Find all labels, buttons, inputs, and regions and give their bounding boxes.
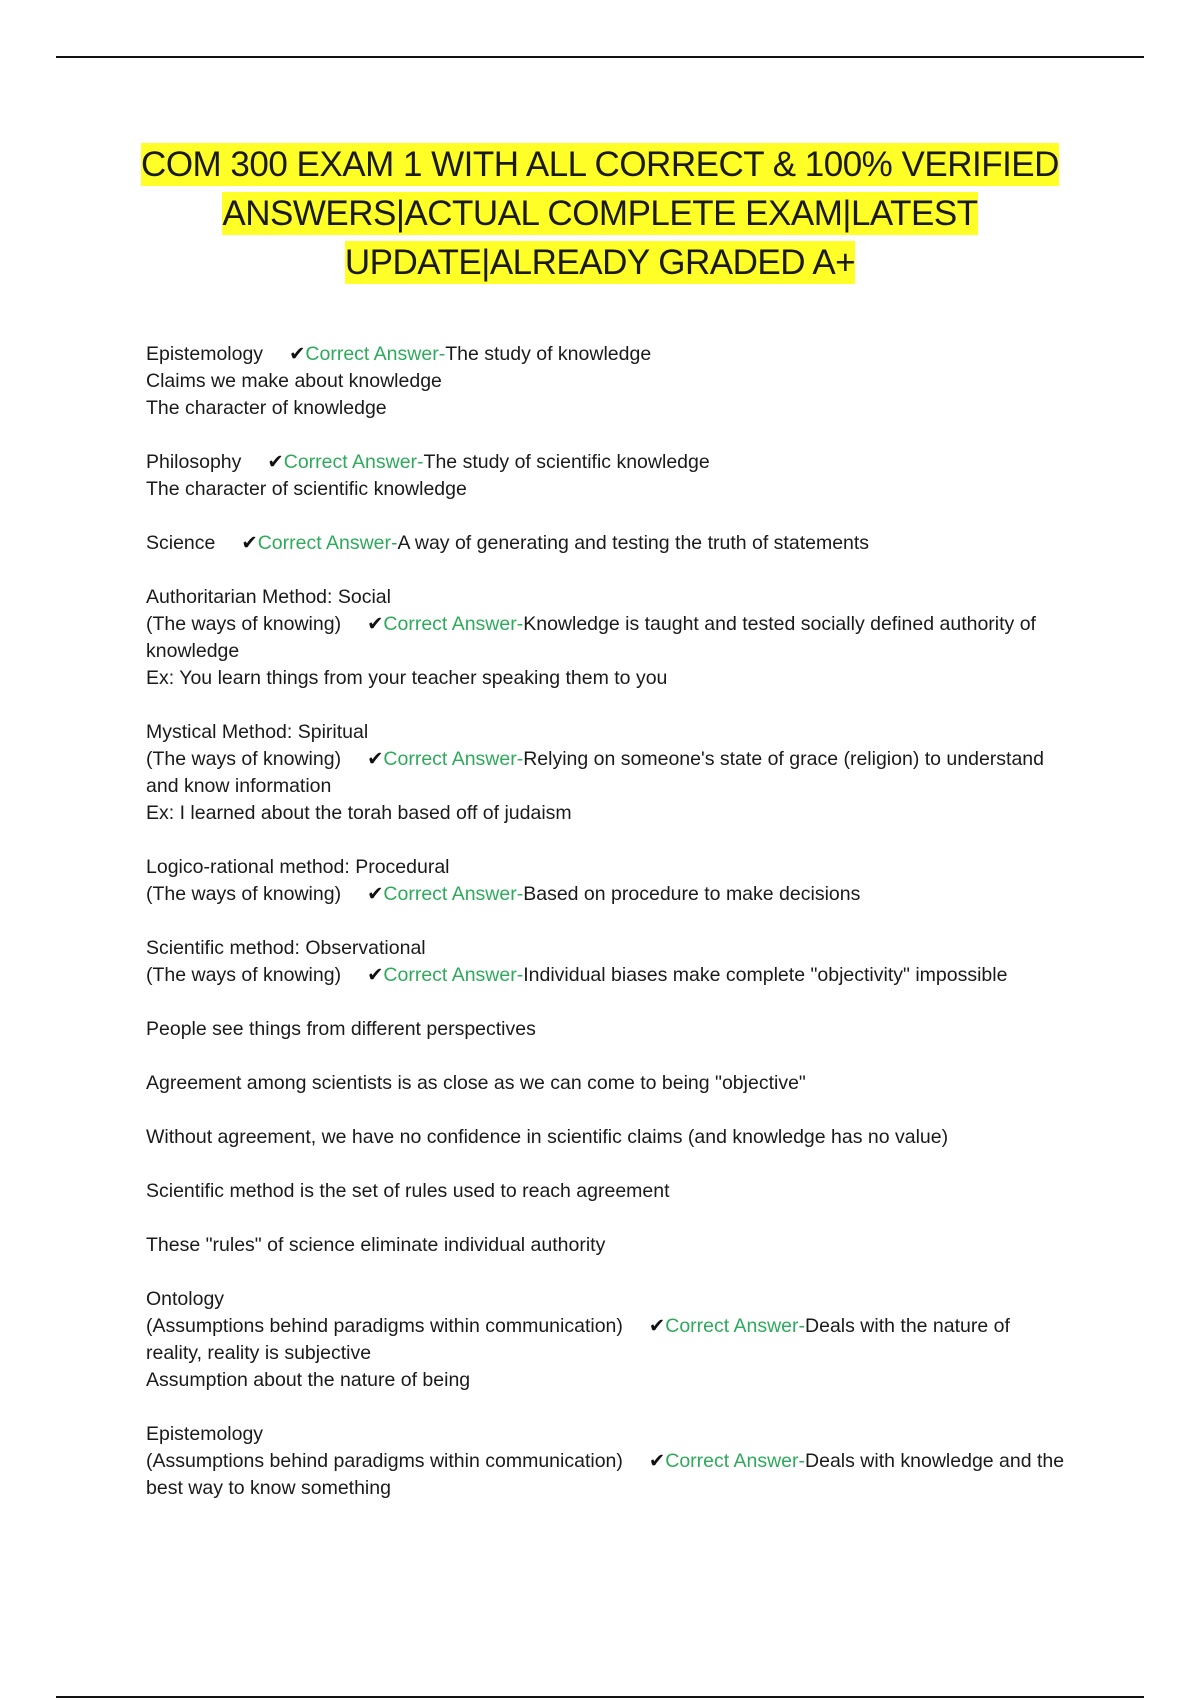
checkmark-icon: ✔ [367, 964, 384, 986]
qa-entry [146, 449, 1071, 503]
term-text: (Assumptions behind paradigms within communication) [146, 1315, 623, 1337]
question-line [146, 449, 1071, 476]
correct-answer-label: Correct Answer- [665, 1315, 806, 1337]
term-text: Epistemology [146, 343, 264, 365]
answer-text: Knowledge is taught and tested socially defined authority of knowledge [146, 613, 1036, 662]
header-rule [56, 56, 1144, 58]
answer-detail-line: Claims we make about knowledge [146, 370, 442, 392]
correct-answer-label: Correct Answer- [383, 748, 524, 770]
entry-heading: Epistemology [146, 1423, 264, 1445]
answer-text: A way of generating and testing the truth of statements [397, 532, 870, 554]
answer-text: Individual biases make complete "objectivity" impossible [523, 964, 1008, 986]
checkmark-icon: ✔ [267, 451, 284, 473]
term-text: (The ways of knowing) [146, 964, 342, 986]
answer-text: The study of knowledge [445, 343, 652, 365]
qa-entry [146, 341, 1071, 422]
document-title [100, 140, 1100, 287]
answer-text: Based on procedure to make decisions [523, 883, 861, 905]
qa-entry [146, 584, 1071, 692]
answer-text: Deals with knowledge and the best way to know something [146, 1450, 1065, 1499]
entry-heading: Ontology [146, 1288, 225, 1310]
term-text: (The ways of knowing) [146, 748, 342, 770]
checkmark-icon: ✔ [289, 343, 306, 365]
entry-heading: Authoritarian Method: Social [146, 586, 391, 608]
notes-group [146, 1016, 1071, 1259]
answer-detail-line: Ex: I learned about the torah based off of judaism [146, 802, 572, 824]
qa-group-2 [146, 1286, 1071, 1502]
correct-answer-label: Correct Answer- [305, 343, 446, 365]
note-paragraph: Scientific method is the set of rules used to reach agreement [146, 1180, 670, 1202]
note-paragraph: These "rules" of science eliminate individual authority [146, 1234, 606, 1256]
qa-entry [146, 1421, 1071, 1502]
answer-detail-line: Ex: You learn things from your teacher speaking them to you [146, 667, 668, 689]
correct-answer-label: Correct Answer- [665, 1450, 806, 1472]
term-text: Science [146, 532, 216, 554]
question-line [146, 746, 1071, 800]
qa-group-1 [146, 341, 1071, 989]
question-line [146, 881, 1071, 908]
qa-entry [146, 530, 1071, 557]
question-line [146, 962, 1071, 989]
qa-entry [146, 1286, 1071, 1394]
checkmark-icon: ✔ [367, 613, 384, 635]
answer-text: Relying on someone's state of grace (religion) to understand and know information [146, 748, 1044, 797]
entry-heading: Logico-rational method: Procedural [146, 856, 450, 878]
question-line [146, 530, 1071, 557]
question-line [146, 1313, 1071, 1367]
checkmark-icon: ✔ [648, 1315, 666, 1337]
term-text: (The ways of knowing) [146, 613, 342, 635]
term-text: (Assumptions behind paradigms within communication) [146, 1450, 623, 1472]
qa-entry [146, 935, 1071, 989]
note-paragraph: Agreement among scientists is as close as we can come to being "objective" [146, 1072, 806, 1094]
footer-rule [56, 1696, 1144, 1698]
answer-detail-line: The character of scientific knowledge [146, 478, 467, 500]
checkmark-icon: ✔ [367, 883, 384, 905]
question-line [146, 611, 1071, 665]
checkmark-icon: ✔ [241, 532, 258, 554]
correct-answer-label: Correct Answer- [257, 532, 398, 554]
qa-entry [146, 719, 1071, 827]
note-paragraph: People see things from different perspectives [146, 1018, 536, 1040]
answer-detail-line: Assumption about the nature of being [146, 1369, 471, 1391]
term-text: Philosophy [146, 451, 242, 473]
term-text: (The ways of knowing) [146, 883, 342, 905]
title-highlight: COM 300 EXAM 1 WITH ALL CORRECT & 100% VERIFIED ANSWERS|ACTUAL COMPLETE EXAM|LATEST UPDATE|ALREADY GRADED A+ [141, 145, 1059, 282]
checkmark-icon: ✔ [367, 748, 384, 770]
document-body [146, 341, 1071, 1529]
entry-heading: Scientific method: Observational [146, 937, 426, 959]
correct-answer-label: Correct Answer- [383, 964, 524, 986]
answer-text: The study of scientific knowledge [423, 451, 710, 473]
answer-text: Deals with the nature of reality, reality is subjective [146, 1315, 1010, 1364]
note-paragraph: Without agreement, we have no confidence in scientific claims (and knowledge has no value) [146, 1126, 949, 1148]
qa-entry [146, 854, 1071, 908]
question-line [146, 341, 1071, 368]
answer-detail-line: The character of knowledge [146, 397, 387, 419]
entry-heading: Mystical Method: Spiritual [146, 721, 369, 743]
correct-answer-label: Correct Answer- [283, 451, 424, 473]
correct-answer-label: Correct Answer- [383, 613, 524, 635]
checkmark-icon: ✔ [648, 1450, 666, 1472]
correct-answer-label: Correct Answer- [383, 883, 524, 905]
question-line [146, 1448, 1071, 1502]
